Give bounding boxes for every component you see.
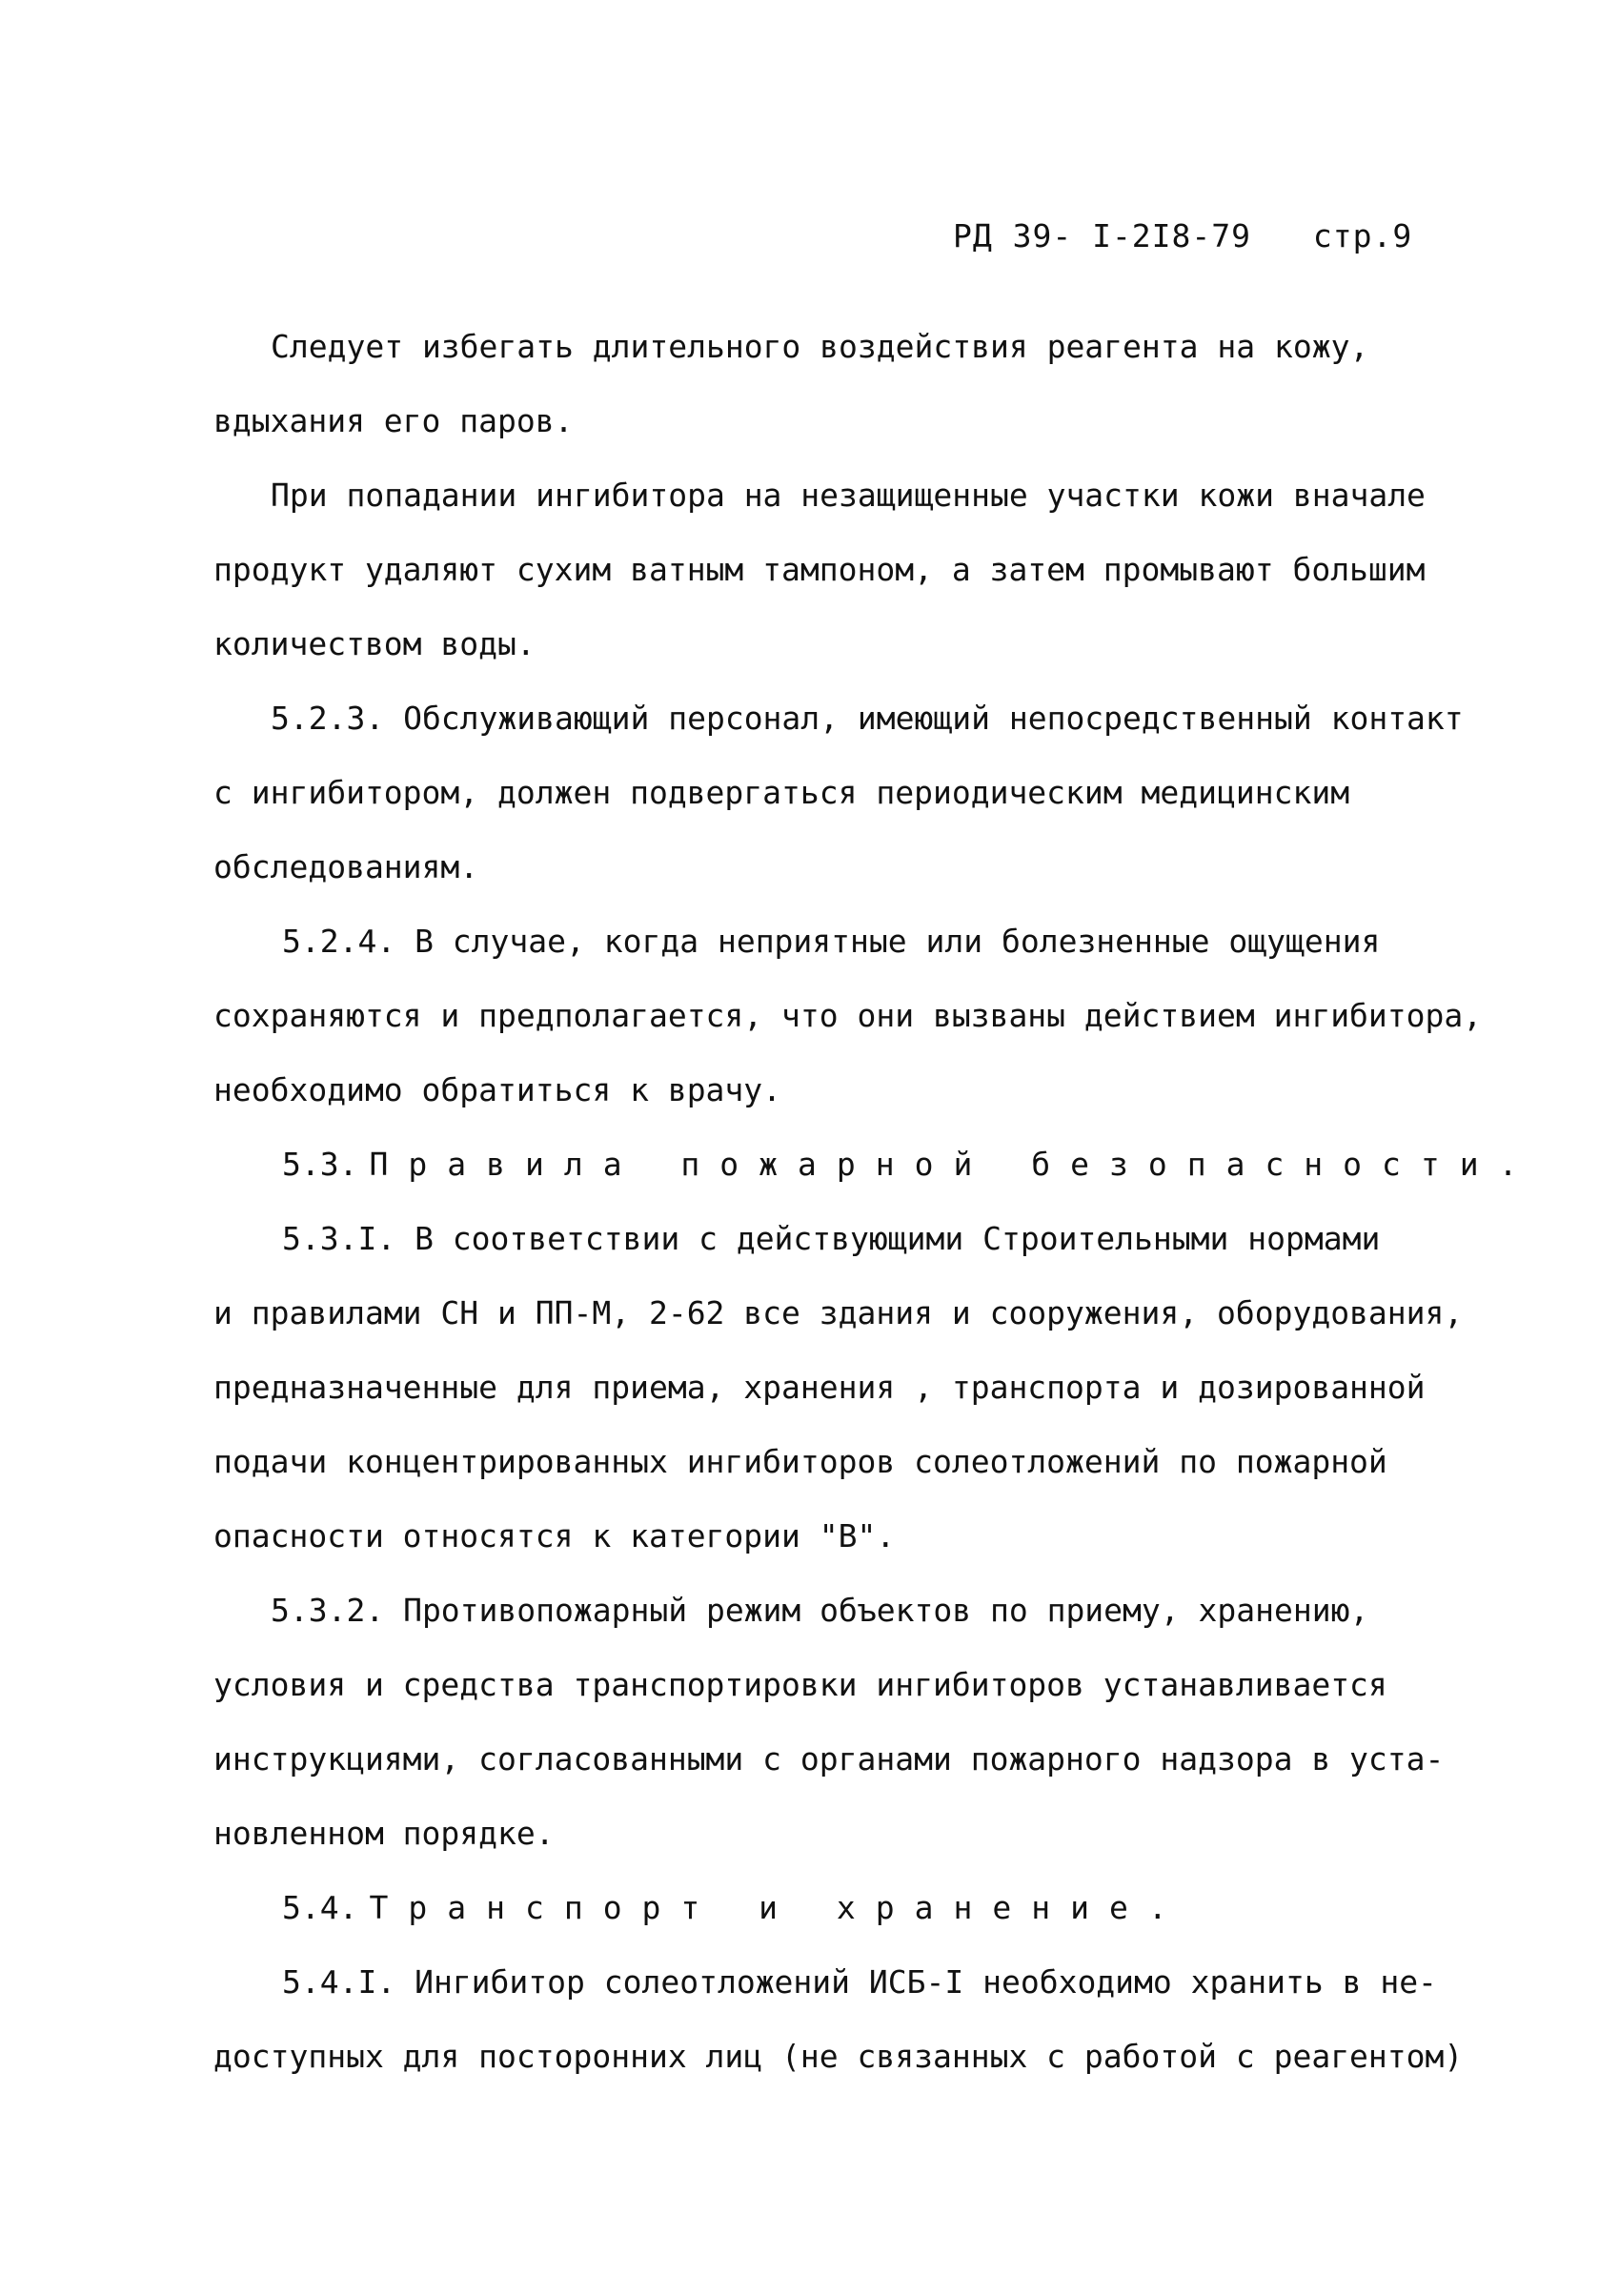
paragraph-line: 5.2.4. В случае, когда неприятные или болезненные ощущения [282, 923, 1381, 960]
section-heading [213, 1128, 1538, 1202]
section-number: 5.4. [282, 1889, 358, 1926]
paragraph-line: обследованиям. [213, 848, 479, 885]
paragraph-line: вдыхания его паров. [213, 402, 574, 439]
paragraph-line: с ингибитором, должен подвергаться периодическим медицинским [213, 774, 1350, 811]
paragraph-line: 5.2.3. Обслуживающий персонал, имеющий непосредственный контакт [271, 700, 1464, 737]
paragraph-line: Следует избегать длительного воздействия реагента на кожу, [271, 328, 1369, 365]
paragraph-line: 5.4.I. Ингибитор солеотложений ИСБ-I необходимо хранить в не- [282, 1963, 1437, 2001]
page-number: стр.9 [1312, 217, 1413, 254]
paragraph-line: 5.3.I. В соответствии с действующими Строительными нормами [282, 1220, 1381, 1257]
paragraph-line: 5.3.2. Противопожарный режим объектов по приему, хранению, [271, 1592, 1369, 1629]
document-code: РД 39- I-2I8-79 [953, 217, 1252, 254]
section-heading [213, 1871, 1452, 1945]
paragraph-line: предназначенные для приема, хранения , транспорта и дозированной [213, 1369, 1426, 1406]
paragraph-line: условия и средства транспортировки ингибиторов устанавливается [213, 1666, 1387, 1703]
paragraph-line: подачи концентрированных ингибиторов солеотложений по пожарной [213, 1443, 1387, 1480]
section-number: 5.3. [282, 1146, 358, 1183]
document-body [213, 310, 1538, 2094]
paragraph-line: инструкциями, согласованными с органами пожарного надзора в уста- [213, 1740, 1445, 1778]
paragraph-line: количеством воды. [213, 625, 536, 662]
paragraph-line: продукт удаляют сухим ватным тампоном, а затем промывают большим [213, 551, 1426, 588]
paragraph-line: опасности относятся к категории "В". [213, 1517, 896, 1554]
paragraph-line: При попадании ингибитора на незащищенные участки кожи вначале [271, 477, 1426, 514]
paragraph-line: доступных для посторонних лиц (не связанных с работой с реагентом) [213, 2038, 1464, 2075]
paragraph-line: и правилами СН и ПП-М, 2-62 все здания и сооружения, оборудования, [213, 1294, 1464, 1331]
section-title: Правила пожарной безопасности. [369, 1146, 1538, 1183]
paragraph-line: необходимо обратиться к врачу. [213, 1071, 782, 1108]
paragraph-line: сохраняются и предполагается, что они вызваны действием ингибитора, [213, 997, 1483, 1034]
page-header [953, 217, 1412, 254]
section-title: Транспорт и хранение. [369, 1889, 1187, 1926]
paragraph-line: новленном порядке. [213, 1815, 555, 1852]
